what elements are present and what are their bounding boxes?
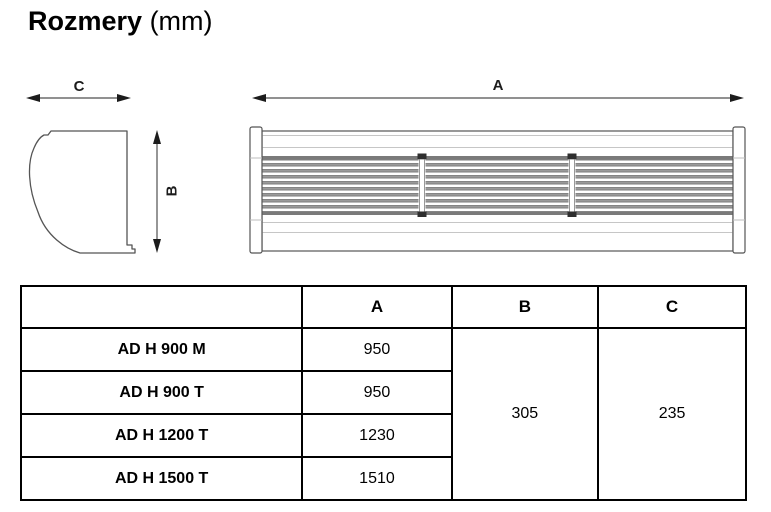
model-name: AD H 1200 T — [21, 414, 302, 457]
value-a: 1230 — [302, 414, 451, 457]
model-name: AD H 1500 T — [21, 457, 302, 500]
value-a: 950 — [302, 328, 451, 371]
arrowhead-left-icon — [252, 94, 266, 102]
arrowhead-right-icon — [117, 94, 131, 102]
end-cap-right — [733, 127, 745, 253]
column-header-a: A — [302, 286, 451, 328]
divider-clip-icon — [418, 212, 427, 218]
value-a: 950 — [302, 371, 451, 414]
dim-arrow-c — [26, 78, 131, 102]
air-grille — [262, 156, 733, 215]
divider-clip-icon — [418, 154, 427, 160]
end-cap-left — [250, 127, 262, 253]
dim-label-b: B — [163, 185, 181, 197]
value-b-merged: 305 — [452, 328, 598, 500]
grille-divider — [568, 154, 577, 218]
page-title-main: Rozmery — [28, 6, 143, 36]
front-view-drawing — [250, 127, 745, 253]
grille-divider — [418, 154, 427, 218]
dim-label-c: C — [73, 78, 85, 95]
table-header-row — [21, 286, 746, 328]
arrowhead-right-icon — [730, 94, 744, 102]
dim-arrow-a — [252, 77, 744, 102]
dim-label-a: A — [492, 77, 504, 94]
arrowhead-down-icon — [153, 239, 161, 253]
page-title — [28, 6, 213, 36]
table-corner-cell — [21, 286, 302, 328]
divider-clip-icon — [568, 212, 577, 218]
model-name: AD H 900 M — [21, 328, 302, 371]
technical-drawing — [0, 60, 771, 270]
arrowhead-up-icon — [153, 130, 161, 144]
dim-arrow-b — [153, 130, 181, 253]
divider-clip-icon — [568, 154, 577, 160]
side-view-outline — [29, 131, 135, 253]
dimensions-table — [20, 285, 747, 501]
column-header-c: C — [598, 286, 746, 328]
value-c-merged: 235 — [598, 328, 746, 500]
arrowhead-left-icon — [26, 94, 40, 102]
value-a: 1510 — [302, 457, 451, 500]
table-row — [21, 328, 746, 371]
page-title-unit: (mm) — [149, 6, 213, 36]
model-name: AD H 900 T — [21, 371, 302, 414]
column-header-b: B — [452, 286, 598, 328]
